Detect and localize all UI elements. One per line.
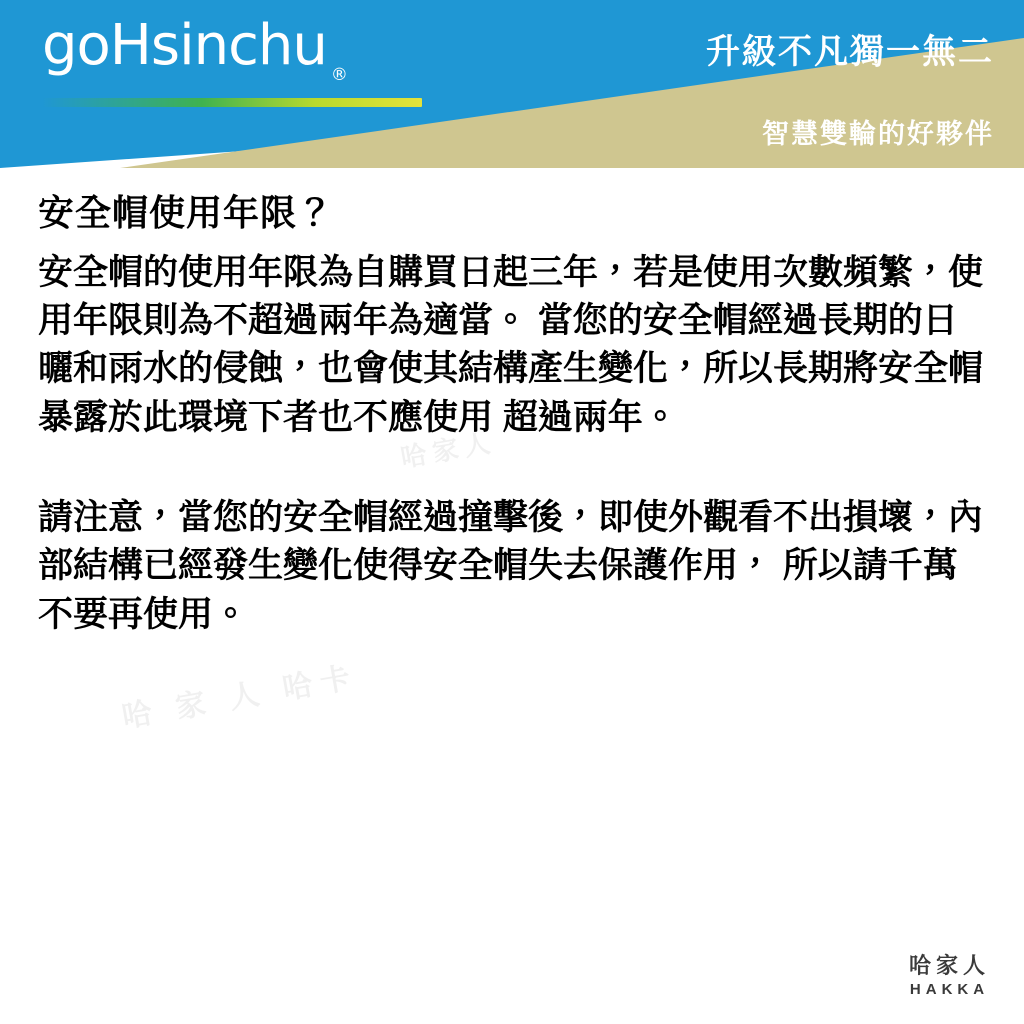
footer-brand — [909, 954, 990, 998]
article-content — [0, 168, 1024, 639]
paragraph-2: 請注意，當您的安全帽經過撞擊後，即使外觀看不出損壞，內部結構已經發生變化使得安全帽失去保護作用， 所以請千萬不要再使用。 — [38, 497, 984, 634]
page-header — [0, 0, 1024, 168]
header-slogan-primary: 升級不凡獨一無二 — [706, 33, 994, 71]
logo-underline-accent — [42, 98, 422, 107]
brand-logo-text: goHsinchu — [42, 13, 327, 78]
footer-brand-cn: 哈家人 — [908, 952, 990, 978]
watermark-lower: 哈 家 人 哈卡 — [119, 660, 361, 735]
page-title: 安全帽使用年限？ — [38, 192, 335, 233]
watermark-upper: 哈家人 — [398, 426, 499, 474]
paragraph-1: 安全帽的使用年限為自購買日起三年，若是使用次數頻繁，使用年限則為不超過兩年為適當。 當您的安全帽經過長期的日曬和雨水的侵蝕，也會使其結構產生變化，所以長期將安全帽暴露於此環境下者也不應使用 超過兩年。 — [38, 252, 984, 437]
header-slogan-secondary: 智慧雙輪的好夥伴 — [762, 119, 994, 149]
registered-mark-icon: ® — [330, 65, 347, 85]
brand-logo — [42, 13, 347, 85]
footer-brand-en: HAKKA — [909, 981, 990, 998]
